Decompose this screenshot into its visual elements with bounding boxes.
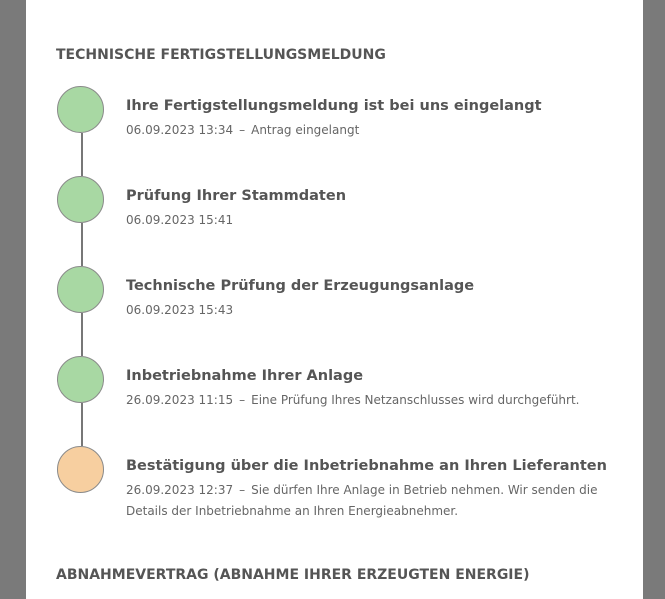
step-title: Bestätigung über die Inbetriebnahme an Ihren Lieferanten: [126, 458, 607, 474]
timeline-step: [126, 186, 626, 231]
step-timestamp: 06.09.2023 15:41: [126, 213, 234, 227]
step-separator: –: [239, 483, 246, 497]
step-note: Antrag eingelangt: [251, 123, 360, 137]
status-timeline: [26, 0, 643, 599]
step-meta: [126, 480, 606, 522]
status-dot-pending: [57, 446, 104, 493]
step-timestamp: 26.09.2023 12:37: [126, 483, 234, 497]
step-note: Sie dürfen Ihre Anlage in Betrieb nehmen. Wir senden die Details der Inbetriebnahme an Ihren Energieabnehmer.: [126, 483, 598, 518]
step-meta: [126, 210, 626, 231]
step-title: Ihre Fertigstellungsmeldung ist bei uns eingelangt: [126, 98, 542, 114]
timeline-connector: [81, 133, 83, 176]
timeline-step: [126, 276, 626, 321]
timeline-connector: [81, 313, 83, 356]
step-timestamp: 06.09.2023 15:43: [126, 303, 234, 317]
section-title-completion: TECHNISCHE FERTIGSTELLUNGSMELDUNG: [56, 47, 386, 63]
step-title: Inbetriebnahme Ihrer Anlage: [126, 368, 364, 384]
section-title-contract: ABNAHMEVERTRAG (ABNAHME IHRER ERZEUGTEN ENERGIE): [56, 567, 530, 583]
step-title: Prüfung Ihrer Stammdaten: [126, 188, 347, 204]
step-meta: [126, 390, 626, 411]
step-note: Eine Prüfung Ihres Netzanschlusses wird durchgeführt.: [251, 393, 580, 407]
timeline-step: [126, 96, 626, 141]
step-separator: –: [239, 123, 246, 137]
status-dot-complete: [57, 356, 104, 403]
timeline-step: [126, 456, 606, 522]
step-timestamp: 26.09.2023 11:15: [126, 393, 234, 407]
status-dot-complete: [57, 86, 104, 133]
timeline-connector: [81, 403, 83, 446]
step-meta: [126, 120, 626, 141]
status-dot-complete: [57, 176, 104, 223]
status-dot-complete: [57, 266, 104, 313]
timeline-step: [126, 366, 626, 411]
content-panel: [26, 0, 643, 599]
step-meta: [126, 300, 626, 321]
step-timestamp: 06.09.2023 13:34: [126, 123, 234, 137]
timeline-connector: [81, 223, 83, 266]
step-title: Technische Prüfung der Erzeugungsanlage: [126, 278, 475, 294]
step-separator: –: [239, 393, 246, 407]
